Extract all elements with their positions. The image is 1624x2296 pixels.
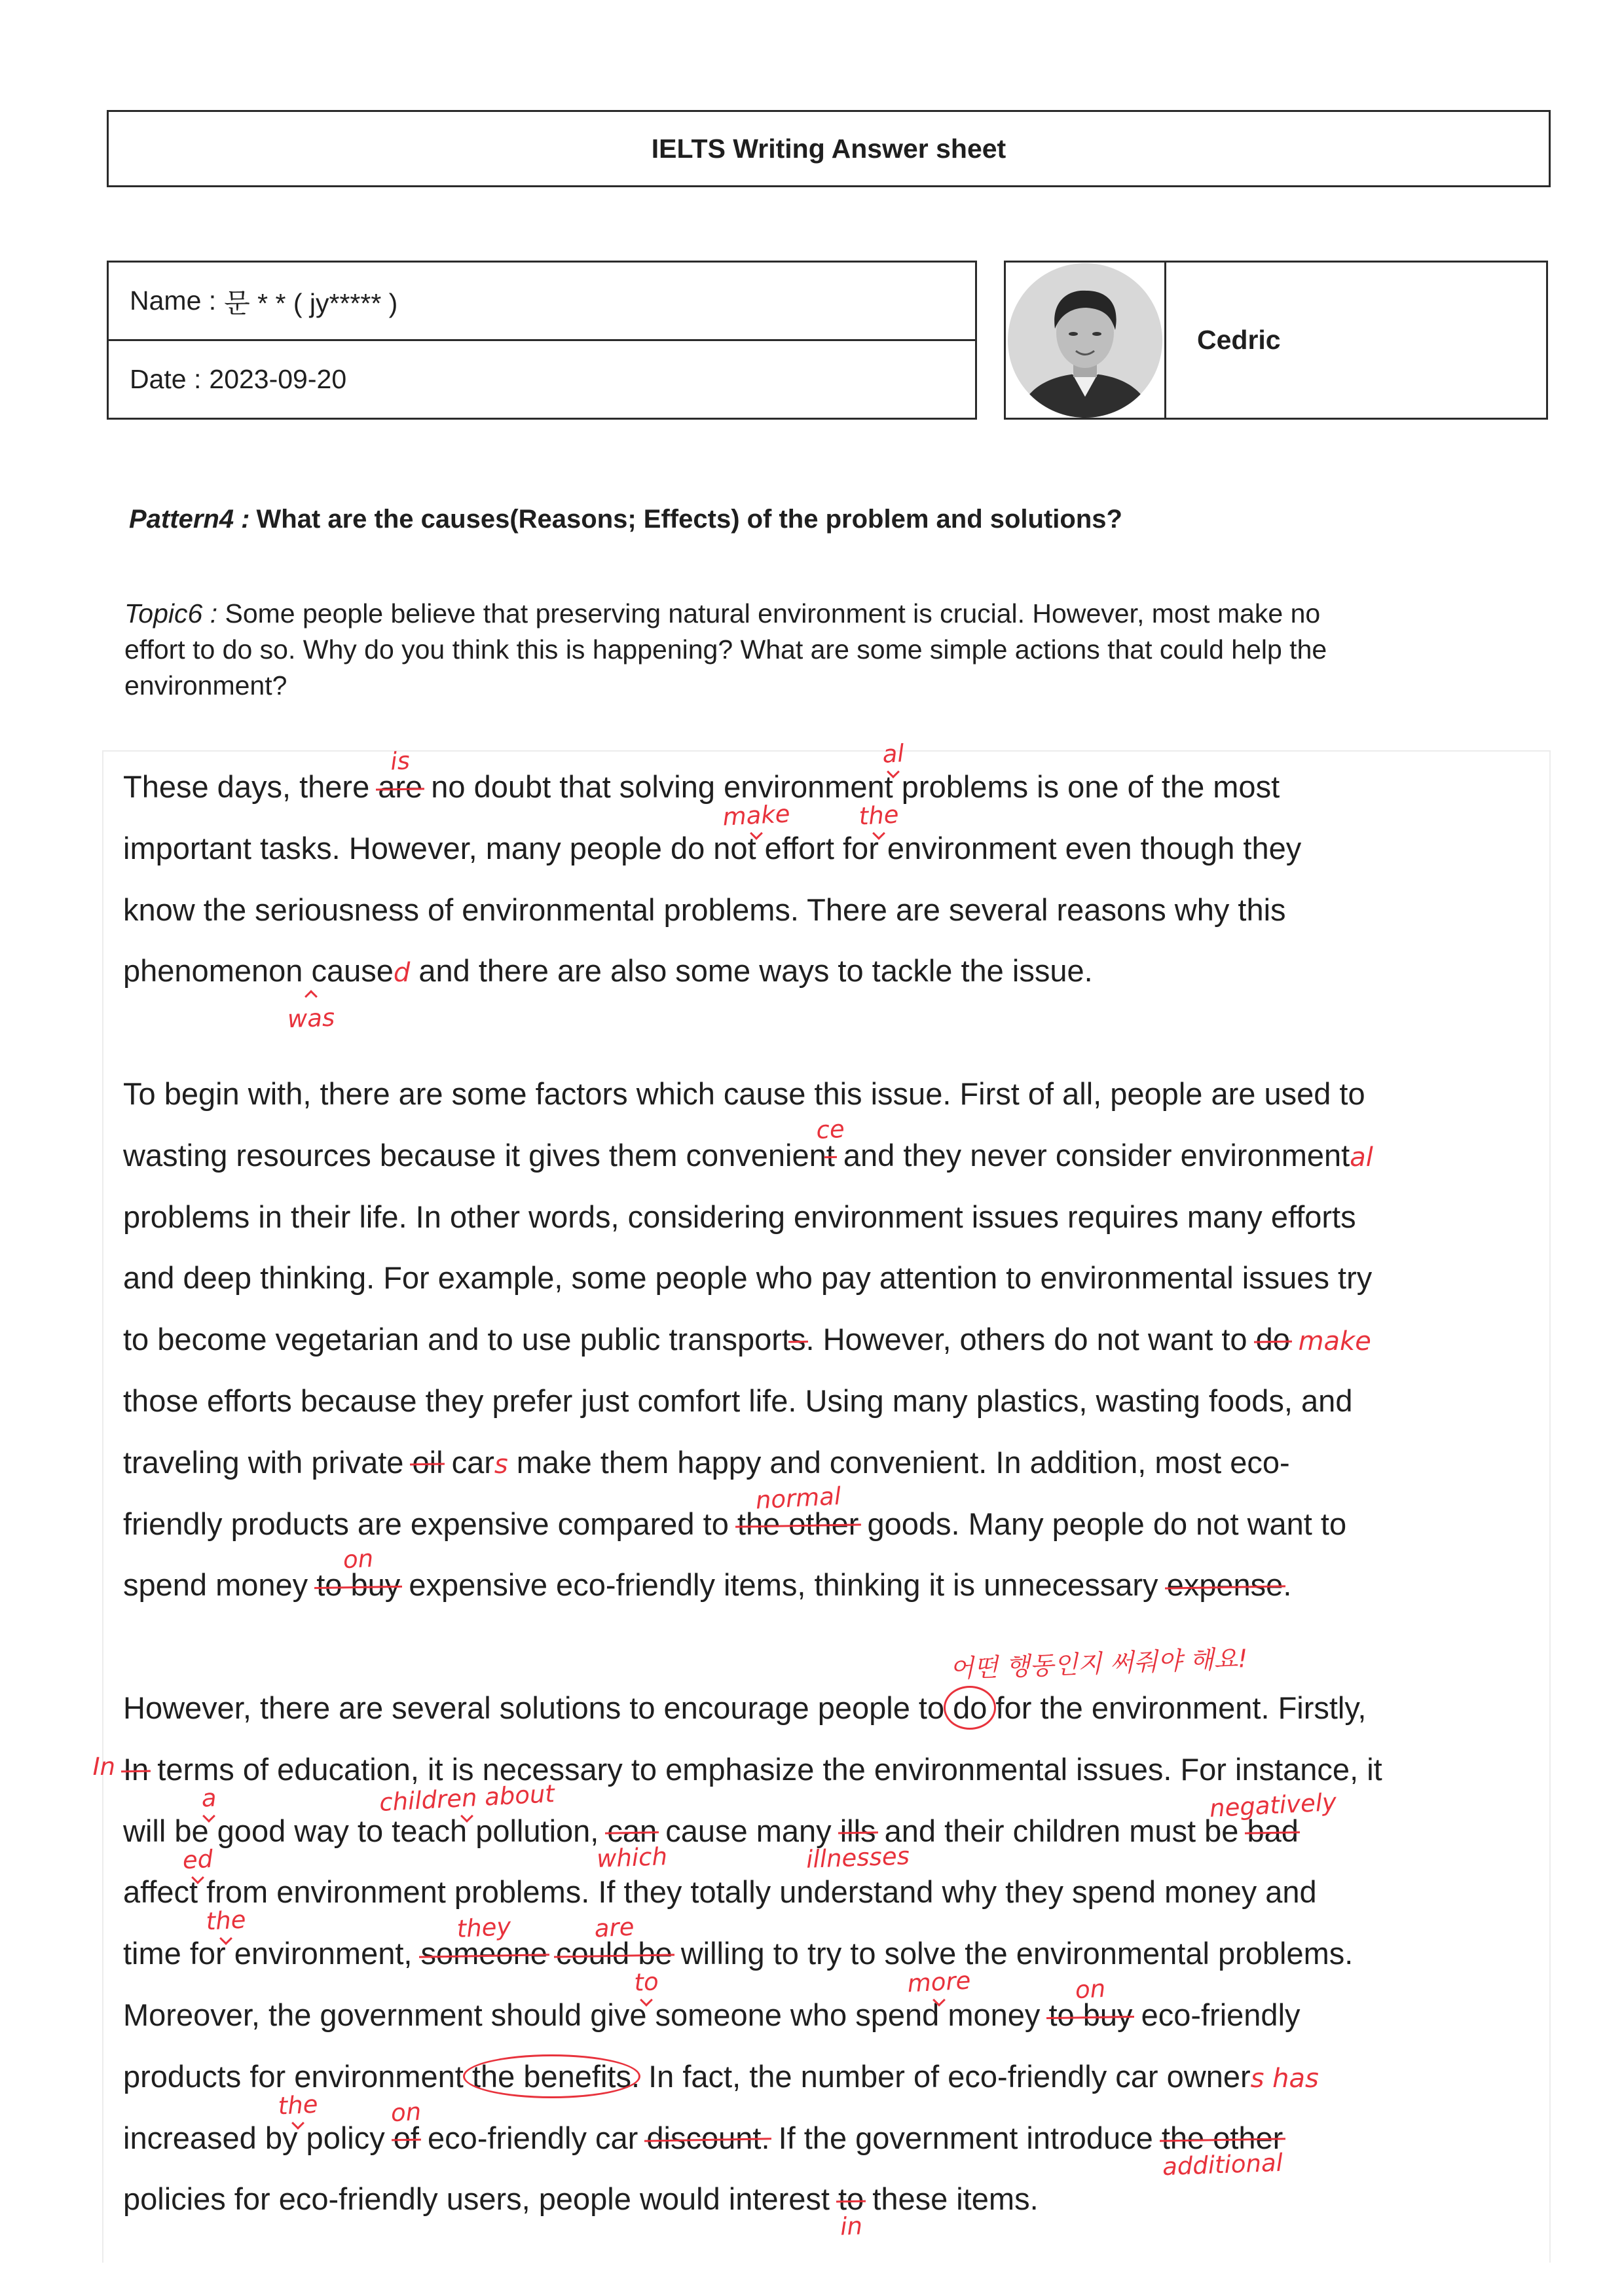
sheet-title: IELTS Writing Answer sheet <box>651 133 1006 164</box>
marked-word: to <box>838 2181 864 2217</box>
essay-line-text <box>123 1905 1354 1984</box>
essay-body <box>92 739 1538 2241</box>
marked-word: s <box>790 1322 806 1357</box>
essay-line <box>123 2046 1538 2107</box>
marked-word: discount. <box>646 2120 770 2155</box>
pattern-heading <box>129 503 1122 536</box>
correction-strike <box>378 746 423 804</box>
essay-line-text <box>123 879 1286 941</box>
essay-text: friendly products are expensive compared to <box>123 1506 737 1541</box>
essay-text: money <box>939 1997 1049 2032</box>
essay-text: goods. Many people do not want to <box>858 1506 1347 1541</box>
topic-line <box>124 596 1539 632</box>
marked-word: In <box>123 1751 149 1787</box>
essay-line <box>123 1644 1538 1739</box>
correction-above: al <box>881 739 905 769</box>
topic-line <box>124 632 1539 668</box>
essay-line <box>123 1309 1538 1370</box>
essay-line-text <box>123 1432 1290 1496</box>
correction-above: children about <box>378 1779 555 1817</box>
essay-line-text <box>123 1544 1292 1616</box>
essay-text: . <box>1283 1567 1292 1603</box>
correction-insert: has <box>1264 2063 1319 2094</box>
correction-above: normal <box>754 1482 841 1514</box>
teacher-comment: 어떤 행동인지 써줘야 해요! <box>949 1644 1249 1683</box>
marked-word: to buy <box>1048 1997 1133 2032</box>
essay-line-text <box>123 1482 1347 1555</box>
essay-text: from environment problems. If they totally understand why they spend money and <box>198 1874 1317 1910</box>
paragraph-break <box>123 1002 1538 1063</box>
essay-text: effort for <box>756 830 879 866</box>
essay-text: willing to try to solve the environmental problems. <box>672 1936 1354 1971</box>
essay-line <box>123 940 1538 1034</box>
pattern-question: What are the causes(Reasons; Effects) of the problem and solutions? <box>256 505 1122 534</box>
essay-text: increased by <box>123 2120 298 2155</box>
correction-above: on <box>1075 1974 1107 2005</box>
correction-strike <box>1161 2120 1283 2181</box>
essay-text: and their children must be <box>876 1813 1247 1848</box>
marked-word: of <box>393 2120 419 2155</box>
marked-word: bad <box>1247 1813 1299 1848</box>
marked-word: t <box>826 1137 835 1173</box>
essay-text: problems is one of the most <box>893 769 1280 804</box>
essay-line-text <box>123 1114 1373 1189</box>
essay-line <box>123 2090 1538 2181</box>
correction-strike <box>412 1446 443 1478</box>
marked-word: the benefits <box>471 2058 631 2094</box>
essay-text: to become vegetarian and to use public transport <box>123 1322 790 1357</box>
essay-text: eco-friendly <box>1132 1997 1301 2032</box>
essay-line <box>123 2168 1538 2241</box>
submission-date: 2023-09-20 <box>209 364 347 394</box>
essay-line-text <box>123 1309 1371 1373</box>
correction-above: they <box>456 1912 512 1944</box>
correction-strike <box>1208 1787 1337 1848</box>
essay-text: . In fact, the number of eco-friendly car owner <box>631 2058 1251 2094</box>
essay-line-text <box>92 1739 1382 1800</box>
correction-insert: s <box>494 1449 508 1480</box>
correction-strike <box>92 1751 149 1787</box>
essay-text: . However, others do not want to <box>805 1322 1256 1357</box>
marked-word: can <box>607 1813 657 1848</box>
essay-text: time for <box>123 1936 226 1971</box>
correction-strike <box>596 1813 668 1873</box>
essay-line-text <box>123 940 1093 1034</box>
correction-insert: make <box>1289 1326 1371 1357</box>
essay-line <box>123 1482 1538 1555</box>
correction-left: In <box>92 1752 115 1781</box>
essay-text: these items. <box>864 2181 1039 2217</box>
instructor-name: Cedric <box>1197 325 1281 355</box>
correction-strike <box>1048 1974 1133 2032</box>
essay-line <box>123 799 1538 879</box>
essay-text: affect <box>123 1874 198 1910</box>
correction-below: which <box>596 1842 668 1873</box>
essay-text: expensive eco-friendly items, thinking it is unnecessary <box>400 1567 1167 1603</box>
correction-above: a <box>200 1783 217 1813</box>
correction-insert: al <box>1350 1142 1373 1173</box>
correction-above: the <box>205 1905 247 1936</box>
name-label: Name : <box>130 285 217 316</box>
student-name: 문 * * ( jy***** ) <box>224 288 398 318</box>
essay-text: make them happy and convenient. In addition, most eco- <box>507 1444 1290 1480</box>
correction-strike <box>420 1912 547 1971</box>
essay-text: eco-friendly car <box>418 2120 647 2155</box>
instructor-name-cell <box>1166 263 1546 418</box>
marked-word: someone <box>420 1936 547 1971</box>
essay-text: policy <box>297 2120 394 2155</box>
essay-text: policies for eco-friendly users, people would interest <box>123 2181 838 2217</box>
correction-strike <box>815 1114 845 1173</box>
essay-text: environment even though they <box>878 830 1302 866</box>
essay-line-text <box>123 2168 1039 2241</box>
correction-circle <box>472 2060 631 2092</box>
name-row <box>109 263 975 339</box>
essay-text: phenomenon <box>123 953 312 989</box>
essay-text: car <box>443 1444 494 1480</box>
correction-above: more <box>906 1966 972 1998</box>
essay-text: pollution, <box>467 1813 608 1848</box>
essay-text: These days, there <box>123 769 378 804</box>
topic-text: Some people believe that preserving natural environment is crucial. However, most make no <box>217 598 1321 629</box>
correction-below: additional <box>1162 2148 1283 2181</box>
essay-line-text <box>123 1247 1372 1309</box>
essay-line <box>123 1779 1538 1874</box>
essay-text: However, there are several solutions to encourage people to <box>123 1690 953 1725</box>
essay-text: terms of education, it is necessary to emphasize the environmental issues. For instance, it <box>149 1751 1382 1787</box>
correction-strike <box>316 1544 401 1603</box>
marked-word: do <box>953 1690 987 1725</box>
essay-text: products for environment <box>123 2058 472 2094</box>
correction-strike <box>1167 1569 1283 1601</box>
essay-line <box>123 879 1538 941</box>
student-info-box <box>107 261 977 420</box>
title-box <box>107 110 1551 187</box>
marked-word: are <box>378 769 423 804</box>
essay-line-text <box>123 1644 1367 1739</box>
correction-below: illnesses <box>805 1842 910 1874</box>
essay-text: and there are also some ways to tackle the issue. <box>410 953 1093 989</box>
topic-prompt <box>124 596 1539 704</box>
marked-word: ills <box>840 1813 876 1848</box>
topic-text: effort to do so. Why do you think this is happening? What are some simple actions that could help the <box>124 634 1327 665</box>
topic-text: environment? <box>124 670 287 701</box>
essay-line <box>123 1966 1538 2046</box>
essay-line-text <box>123 1966 1301 2046</box>
essay-text: cause <box>311 953 394 989</box>
marked-word: to buy <box>316 1567 401 1603</box>
correction-strike <box>555 1912 673 1971</box>
essay-line-text <box>123 1779 1337 1874</box>
essay-line <box>123 1370 1538 1432</box>
correction-insert: d <box>393 958 411 989</box>
topic-line-text <box>124 632 1327 668</box>
essay-line-text <box>123 799 1302 879</box>
essay-text: Moreover, the government should give <box>123 1997 647 2032</box>
essay-text: problems in their life. In other words, considering environment issues requires many efforts <box>123 1199 1356 1234</box>
essay-text: will be <box>123 1813 209 1848</box>
photo-cell <box>1006 263 1166 418</box>
marked-word: do <box>1255 1322 1290 1357</box>
essay-text: important tasks. However, many people do not <box>123 830 756 866</box>
correction-strike <box>737 1482 859 1541</box>
correction-strike <box>790 1323 806 1355</box>
correction-above: make <box>722 799 791 831</box>
essay-line-text <box>123 739 1280 818</box>
caret-mark <box>305 990 318 1003</box>
essay-line-text <box>123 1186 1356 1248</box>
date-label: Date : <box>130 364 202 394</box>
correction-strike <box>1256 1323 1290 1355</box>
correction-above: on <box>342 1544 375 1575</box>
correction-above: the <box>277 2090 318 2121</box>
topic-label: Topic6 : <box>124 598 218 629</box>
correction-above: is <box>390 746 411 776</box>
essay-line <box>123 1905 1538 1984</box>
marked-word: the other <box>1161 2120 1283 2155</box>
marked-word: could be <box>555 1936 673 1971</box>
correction-strike <box>838 2181 864 2241</box>
marked-word: expense <box>1166 1567 1283 1603</box>
essay-text: spend money <box>123 1567 317 1603</box>
date-row <box>109 339 975 418</box>
correction-above: are <box>593 1912 635 1943</box>
correction-strike <box>646 2122 769 2154</box>
essay-text: good way to teach <box>208 1813 468 1848</box>
essay-text: and they never consider environment <box>834 1137 1350 1173</box>
essay-text: know the seriousness of environmental problems. There are several reasons why this <box>123 892 1286 927</box>
paragraph-break <box>123 1616 1538 1677</box>
essay-line-text <box>123 1370 1352 1432</box>
essay-text: those efforts because they prefer just comfort life. Using many plastics, wasting foods, and <box>123 1383 1353 1418</box>
essay-text: wasting resources because it gives them convenien <box>123 1137 826 1173</box>
essay-line-text <box>123 1063 1365 1125</box>
essay-line <box>123 1186 1538 1248</box>
essay-text: and deep thinking. For example, some people who pay attention to environmental issues try <box>123 1260 1373 1296</box>
essay-line <box>123 1544 1538 1616</box>
instructor-box <box>1004 261 1548 420</box>
correction-above: ed <box>181 1844 214 1874</box>
topic-line <box>124 668 1539 704</box>
pattern-label: Pattern4 : <box>129 505 250 534</box>
marked-word: oil <box>412 1444 443 1480</box>
marked-word: the other <box>737 1506 859 1541</box>
essay-text: traveling with private <box>123 1444 413 1480</box>
correction-below: in <box>839 2212 863 2241</box>
essay-text: someone who spend <box>646 1997 940 2032</box>
correction-above: ce <box>815 1114 845 1144</box>
topic-line-text <box>124 668 287 704</box>
essay-text: If the government introduce <box>769 2120 1162 2155</box>
essay-line <box>123 739 1538 818</box>
correction-insert: s <box>1250 2063 1264 2094</box>
essay-text: cause many <box>657 1813 840 1848</box>
instructor-photo <box>1008 263 1162 418</box>
topic-line-text <box>124 596 1320 632</box>
essay-text: environment, <box>225 1936 421 1971</box>
correction-above: to <box>633 1967 660 1997</box>
essay-text: no doubt that solving environment <box>422 769 893 804</box>
essay-line <box>123 1247 1538 1309</box>
essay-text: To begin with, there are some factors which cause this issue. First of all, people are used to <box>123 1076 1365 1111</box>
essay-line <box>123 1114 1538 1186</box>
essay-line-text <box>123 2090 1283 2181</box>
correction-above: the <box>858 800 900 831</box>
correction-below: was <box>287 1004 336 1034</box>
correction-strike <box>390 2097 422 2155</box>
correction-above: negatively <box>1208 1787 1337 1823</box>
correction-above: on <box>390 2097 422 2127</box>
essay-text: for the environment. Firstly, <box>987 1690 1367 1725</box>
correction-strike <box>805 1813 910 1874</box>
